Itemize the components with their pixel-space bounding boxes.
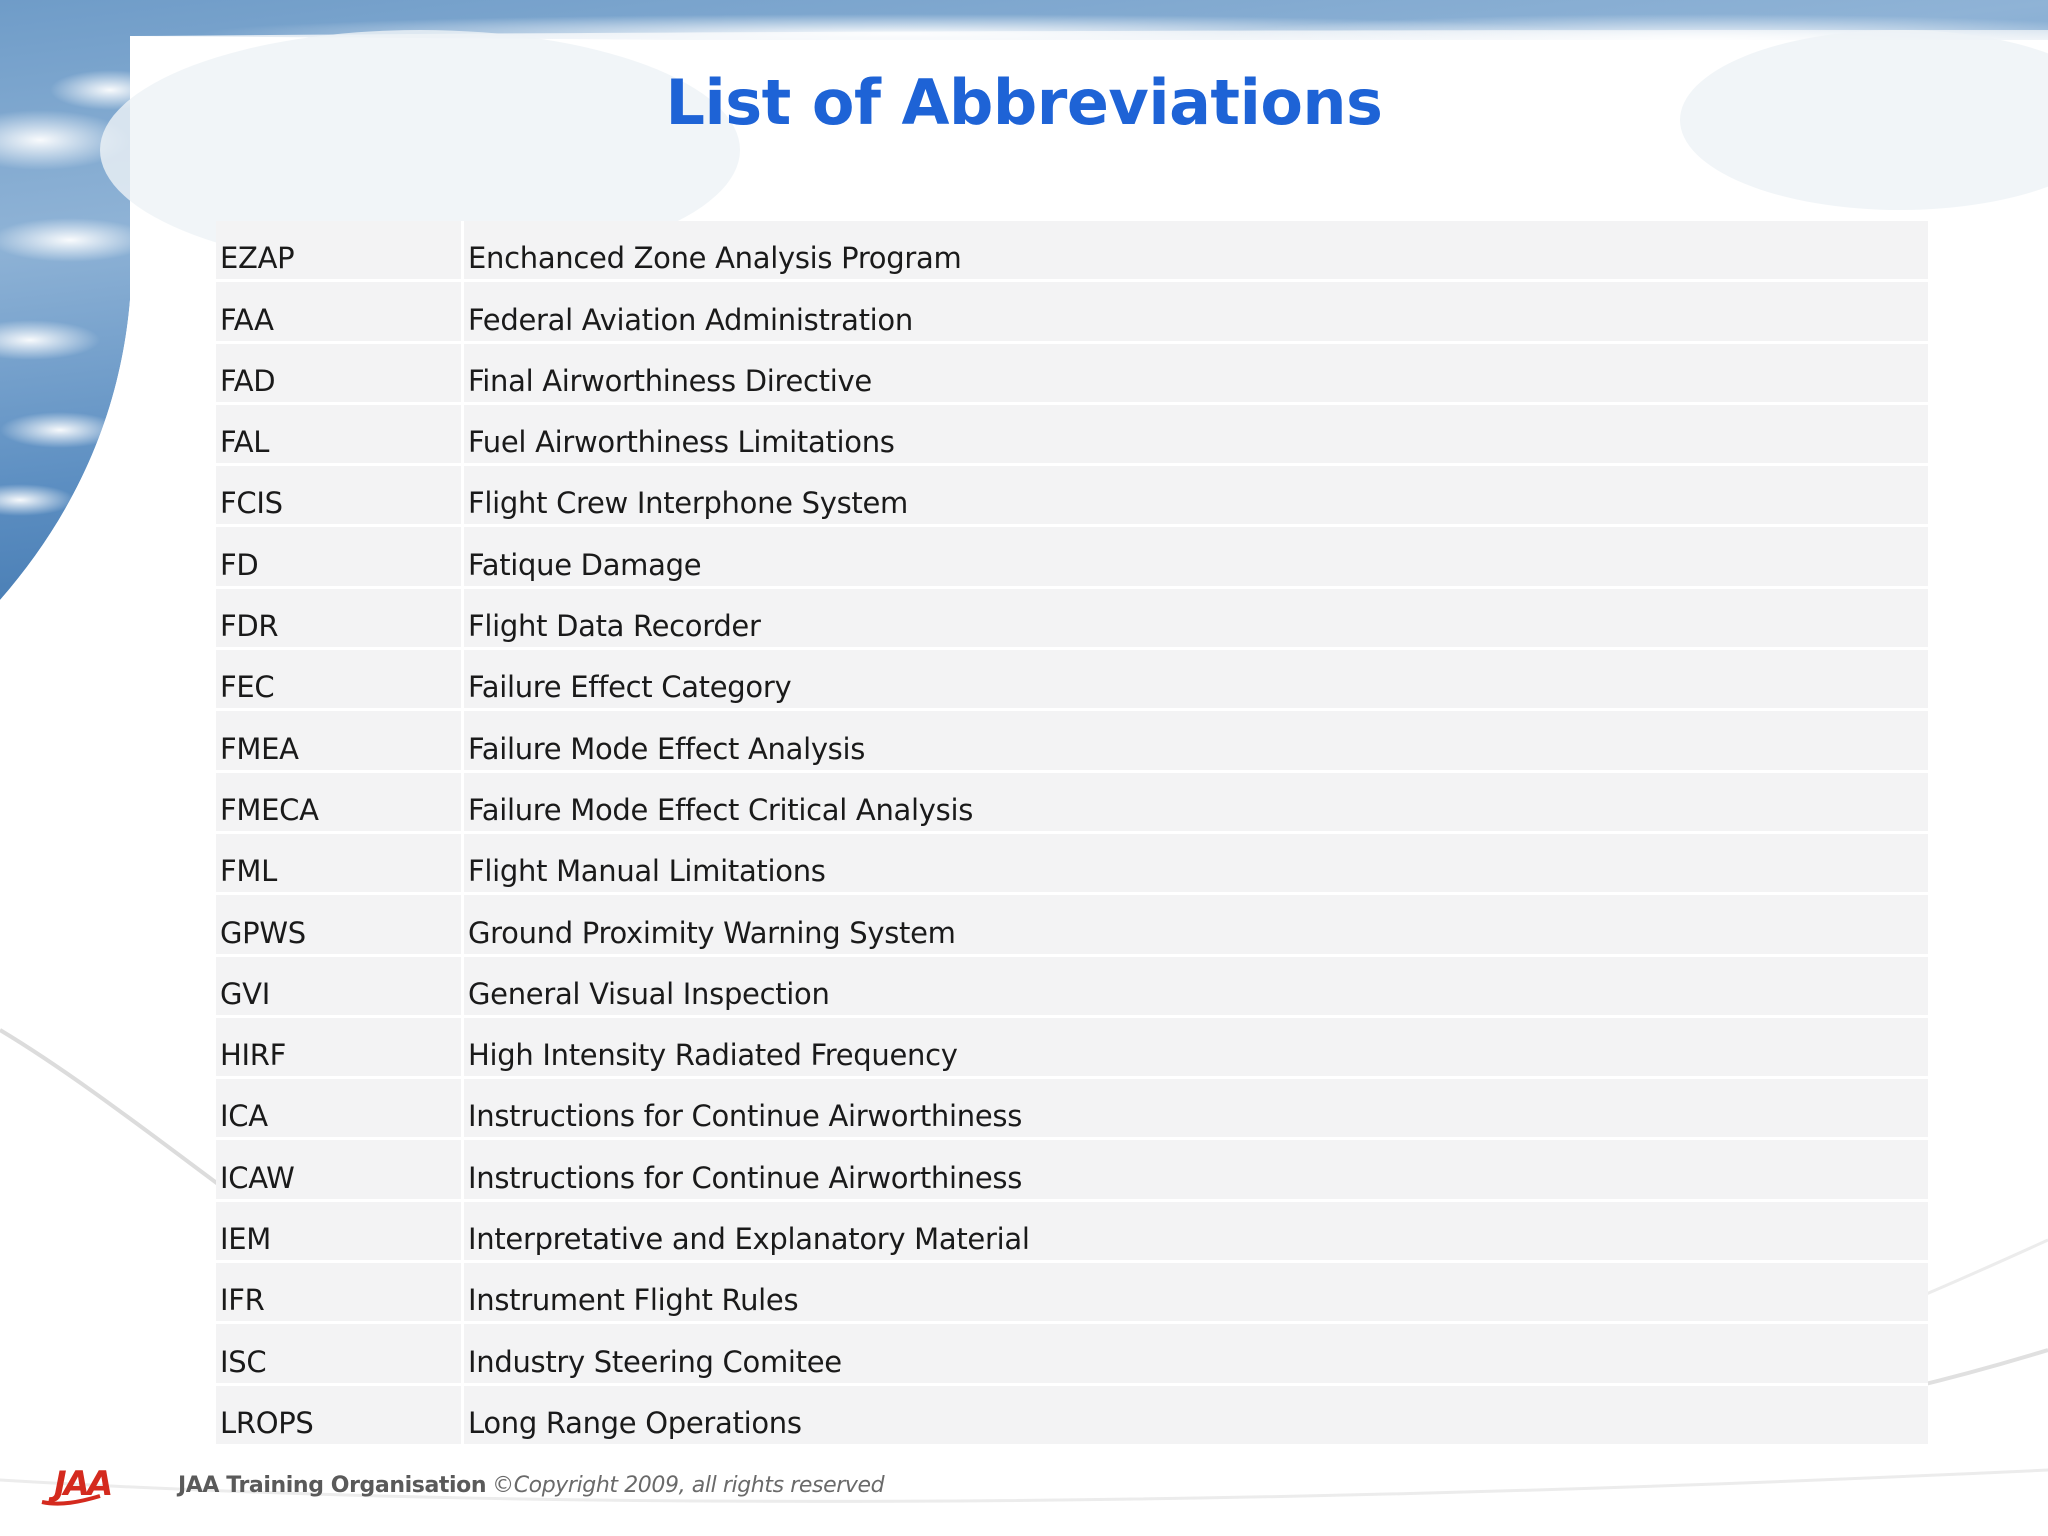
table-row: [216, 221, 1928, 282]
table-row: [216, 1202, 1928, 1263]
abbreviation-code: FCIS: [216, 466, 464, 527]
abbreviation-meaning: Flight Crew Interphone System: [464, 466, 1928, 527]
table-row: [216, 1018, 1928, 1079]
abbreviation-meaning: Failure Mode Effect Analysis: [464, 711, 1928, 772]
abbreviation-code: IFR: [216, 1263, 464, 1324]
jaa-logo-icon: [40, 1462, 172, 1508]
abbreviation-code: FD: [216, 527, 464, 588]
table-row: [216, 957, 1928, 1018]
footer: [40, 1462, 884, 1508]
abbreviation-code: LROPS: [216, 1386, 464, 1447]
table-row: [216, 711, 1928, 772]
abbreviation-code: ICA: [216, 1079, 464, 1140]
abbreviation-code: EZAP: [216, 221, 464, 282]
table-row: [216, 834, 1928, 895]
abbreviation-meaning: Flight Manual Limitations: [464, 834, 1928, 895]
table-row: [216, 344, 1928, 405]
abbreviation-meaning: Failure Mode Effect Critical Analysis: [464, 773, 1928, 834]
table-row: [216, 895, 1928, 956]
page-title: List of Abbreviations: [665, 66, 1383, 139]
abbreviation-meaning: Instructions for Continue Airworthiness: [464, 1079, 1928, 1140]
table-row: [216, 527, 1928, 588]
footer-organisation: JAA Training Organisation: [178, 1472, 487, 1498]
abbreviation-code: ISC: [216, 1324, 464, 1385]
abbreviation-meaning: Industry Steering Comitee: [464, 1324, 1928, 1385]
abbreviation-code: FML: [216, 834, 464, 895]
abbreviation-meaning: Long Range Operations: [464, 1386, 1928, 1447]
abbreviation-code: GVI: [216, 957, 464, 1018]
abbreviations-table: [216, 221, 1928, 1447]
abbreviation-code: HIRF: [216, 1018, 464, 1079]
abbreviation-meaning: Ground Proximity Warning System: [464, 895, 1928, 956]
abbreviation-code: FMECA: [216, 773, 464, 834]
table-row: [216, 1324, 1928, 1385]
table-row: [216, 1079, 1928, 1140]
abbreviation-meaning: Instrument Flight Rules: [464, 1263, 1928, 1324]
abbreviation-meaning: Enchanced Zone Analysis Program: [464, 221, 1928, 282]
abbreviation-code: FDR: [216, 589, 464, 650]
abbreviation-code: FAA: [216, 282, 464, 343]
logo-text: JAA: [54, 1464, 111, 1504]
abbreviation-meaning: Failure Effect Category: [464, 650, 1928, 711]
footer-copyright: ©Copyright 2009, all rights reserved: [492, 1472, 885, 1498]
abbreviation-meaning: Final Airworthiness Directive: [464, 344, 1928, 405]
abbreviation-meaning: Fatique Damage: [464, 527, 1928, 588]
abbreviation-meaning: High Intensity Radiated Frequency: [464, 1018, 1928, 1079]
abbreviation-code: IEM: [216, 1202, 464, 1263]
abbreviation-meaning: Interpretative and Explanatory Material: [464, 1202, 1928, 1263]
abbreviation-meaning: Flight Data Recorder: [464, 589, 1928, 650]
table-row: [216, 1140, 1928, 1201]
table-row: [216, 466, 1928, 527]
abbreviation-code: FMEA: [216, 711, 464, 772]
abbreviation-meaning: Federal Aviation Administration: [464, 282, 1928, 343]
abbreviation-meaning: Instructions for Continue Airworthiness: [464, 1140, 1928, 1201]
abbreviation-code: ICAW: [216, 1140, 464, 1201]
table-row: [216, 589, 1928, 650]
abbreviation-code: FAD: [216, 344, 464, 405]
table-row: [216, 1386, 1928, 1447]
abbreviation-code: FAL: [216, 405, 464, 466]
table-row: [216, 282, 1928, 343]
table-row: [216, 650, 1928, 711]
abbreviation-code: FEC: [216, 650, 464, 711]
abbreviation-meaning: Fuel Airworthiness Limitations: [464, 405, 1928, 466]
table-row: [216, 773, 1928, 834]
abbreviation-meaning: General Visual Inspection: [464, 957, 1928, 1018]
abbreviation-code: GPWS: [216, 895, 464, 956]
table-row: [216, 1263, 1928, 1324]
table-row: [216, 405, 1928, 466]
